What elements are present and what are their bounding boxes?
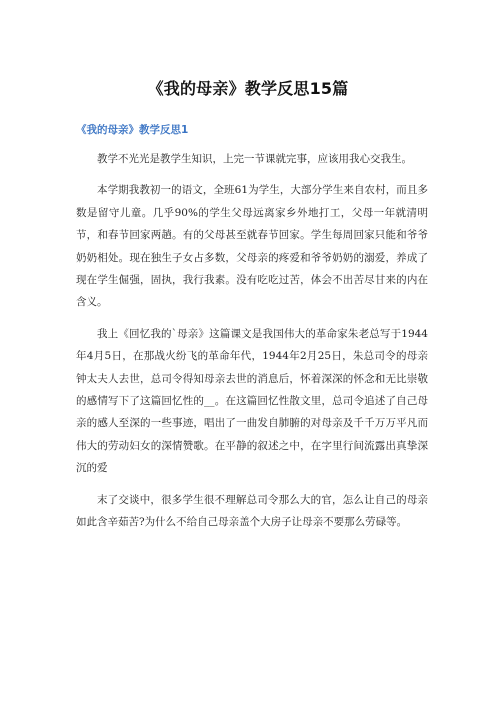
paragraph: 本学期我教初一的语文，全班61为学生，大部分学生来自农村，而且多数是留守儿童。几乎90%的学生父母远离家乡外地打工，父母一年就清明节，和春节回家两趟。有的父母甚至就春节回家。学生每周回家只能和爷爷奶奶相处。现在独生子女占多数，父母亲的疼爱和爷爷奶奶的溺爱，养成了现在学生倔强，固执，我行我素。没有吃吃过苦，体会不出苦尽甘来的内在含义。 — [76, 184, 428, 309]
document-body — [76, 148, 428, 543]
paragraph: 教学不光光是教学生知识，上完一节课就完事，应该用我心交我生。 — [97, 153, 412, 165]
section-heading: 《我的母亲》教学反思1 — [76, 124, 189, 136]
paragraph: 末了交谈中，很多学生很不理解总司令那么大的官，怎么让自己的母亲如此含辛茹苦?为什么不给自己母亲盖个大房子让母亲不要那么劳碌等。 — [76, 493, 428, 529]
document-title: 《我的母亲》教学反思15篇 — [147, 79, 349, 98]
paragraph: 我上《回忆我的`母亲》这篇课文是我国伟大的革命家朱老总写于1944年4月5日，在那战火纷飞的革命年代，1944年2月25日，朱总司令的母亲钟太夫人去世，总司令得知母亲去世的消息后，怀着深深的怀念和无比崇敬的感情写下了这篇回忆性的__。在这篇回忆性散文里，总司令追述了自己母亲的感人至深的一些事迹，唱出了一曲发自肺腑的对母亲及千千万万平凡而伟大的劳动妇女的深情赞歌。在平静的叙述之中，在字里行间流露出真挚深沉的爱 — [76, 327, 428, 475]
